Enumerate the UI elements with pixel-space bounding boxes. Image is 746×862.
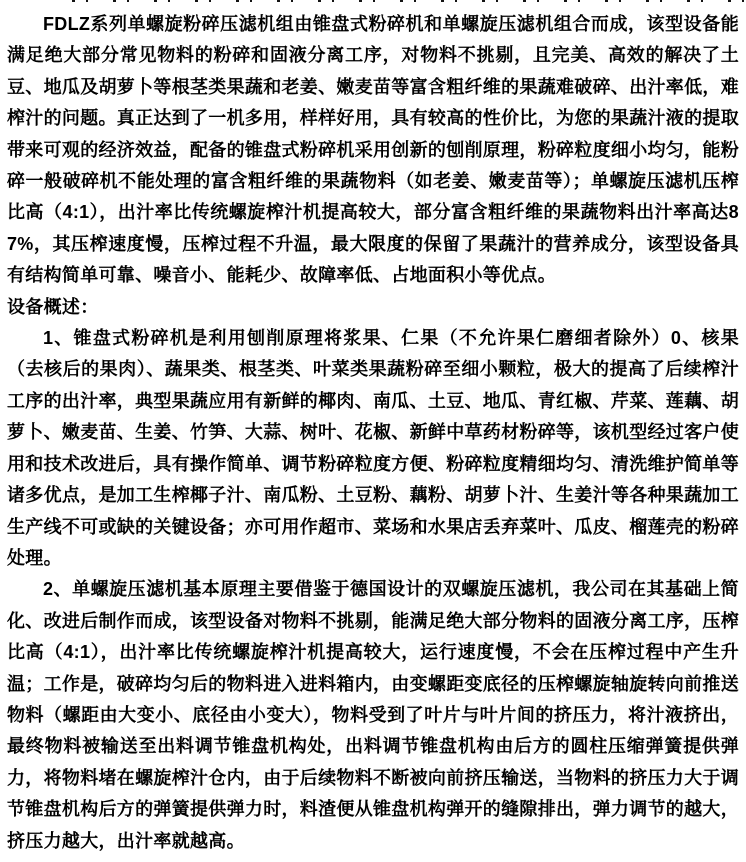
overview-item-2: 2、单螺旋压滤机基本原理主要借鉴于德国设计的双螺旋压滤机，我公司在其基础上简化、改进后制作而成，该型设备对物料不挑剔，能满足绝大部分物料的固液分离工序，压榨比高（4:1），出汁率比传统螺旋榨汁机提高较大，运行速度慢，不会在压榨过程中产生升温；工作是，破碎均匀后的物料进入进料箱内，由变螺距变底径的压榨螺旋轴旋转向前推送物料（螺距由大变小、底径由小变大），物料受到了叶片与叶片间的挤压力，将汁液挤出，最终物料被输送至出料调节锥盘机构处，出料调节锥盘机构由后方的圆柱压缩弹簧提供弹力，将物料堵在螺旋榨汁仓内，由于后续物料不断被向前挤压输送，当物料的挤压力大于调节锥盘机构后方的弹簧提供弹力时，料渣便从锥盘机构弹开的缝隙排出，弹力调节的越大，挤压力越大，出汁率就越高。 bbox=[7, 579, 739, 851]
overview-item-1: 1、锥盘式粉碎机是利用刨削原理将浆果、仁果（不允许果仁磨细者除外）0、核果（去核后的果肉）、蔬果类、根茎类、叶菜类果蔬粉碎至细小颗粒，极大的提高了后续榨汁工序的出汁率，典型果蔬应用有新鲜的椰肉、南瓜、土豆、地瓜、青红椒、芹菜、莲藕、胡萝卜、嫩麦苗、生姜、竹笋、大蒜、树叶、花椒、新鲜中草药材粉碎等，该机型经过客户使用和技术改进后，具有操作简单、调节粉碎粒度方便、粉碎粒度精细均匀、清洗维护简单等诸多优点，是加工生榨椰子汁、南瓜粉、土豆粉、藕粉、胡萝卜汁、生姜汁等各种果蔬加工生产线不可或缺的关键设备；亦可用作超市、菜场和水果店丢弃菜叶、瓜皮、榴莲壳的粉碎处理。 bbox=[7, 328, 739, 568]
intro-paragraph: FDLZ系列单螺旋粉碎压滤机组由锥盘式粉碎机和单螺旋压滤机组合而成，该型设备能满足绝大部分常见物料的粉碎和固液分离工序，对物料不挑剔，且完美、高效的解决了土豆、地瓜及胡萝卜等根茎类果蔬和老姜、嫩麦苗等富含粗纤维的果蔬难破碎、出汁率低，难榨汁的问题。真正达到了一机多用，样样好用，具有较高的性价比，为您的果蔬汁液的提取带来可观的经济效益，配备的锥盘式粉碎机采用创新的刨削原理，粉碎粒度细小均匀，能粉碎一般破碎机不能处理的富含粗纤维的果蔬物料（如老姜、嫩麦苗等）；单螺旋压滤机压榨比高（4:1），出汁率比传统螺旋榨汁机提高较大，部分富含粗纤维的果蔬物料出汁率高达87%，其压榨速度慢，压榨过程不升温，最大限度的保留了果蔬汁的营养成分，该型设备具有结构简单可靠、噪音小、能耗少、故障率低、占地面积小等优点。 bbox=[7, 14, 739, 286]
cropped-text-remnant bbox=[60, 0, 746, 2]
section-heading: 设备概述： bbox=[7, 296, 99, 317]
